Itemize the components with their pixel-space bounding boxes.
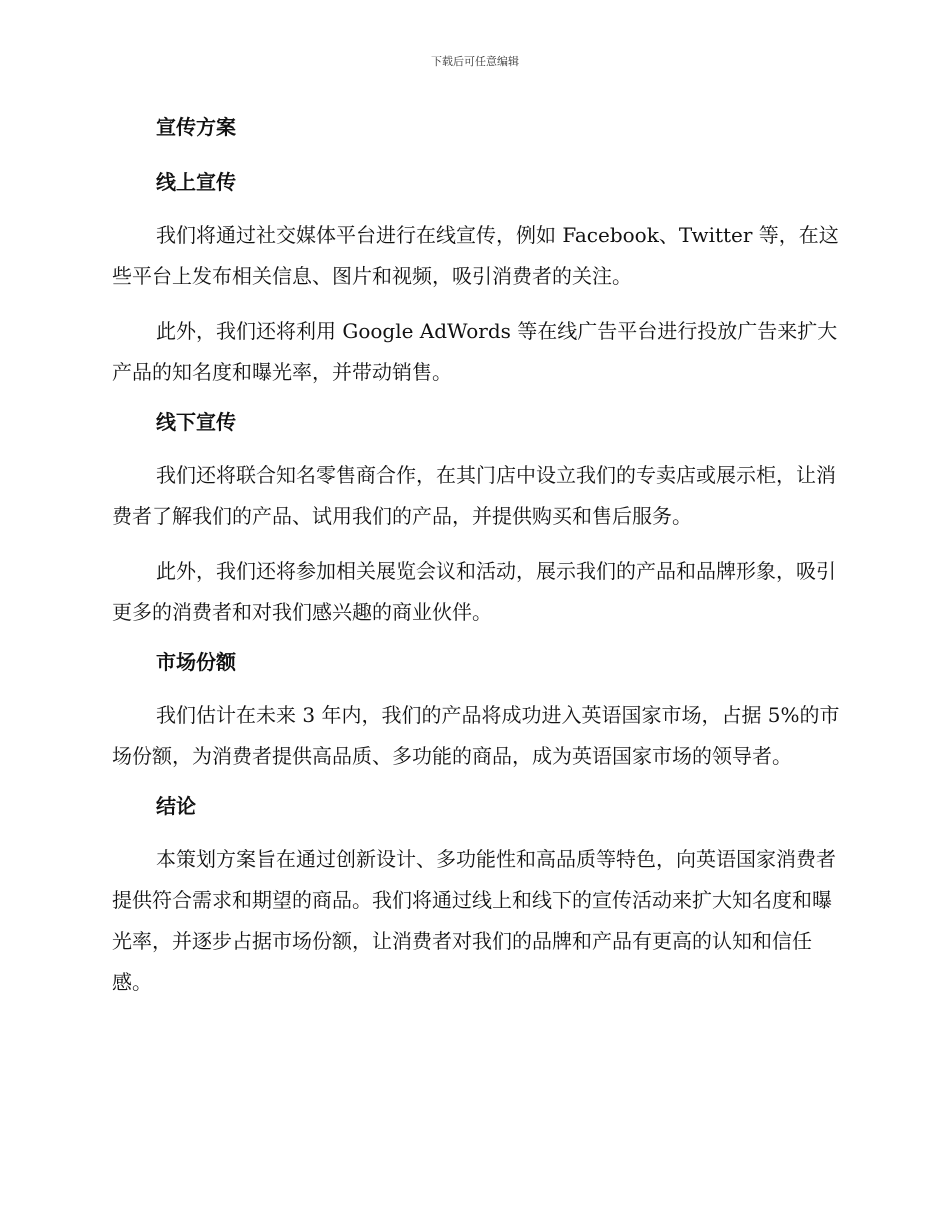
spacer — [112, 437, 840, 455]
spacer — [112, 297, 840, 311]
heading-market-share: 市场份额 — [156, 650, 236, 674]
spacer — [112, 142, 840, 167]
spacer — [112, 677, 840, 695]
paragraph-offline-2: 此外，我们还将参加相关展览会议和活动，展示我们的产品和品牌形象，吸引更多的消费者和对我们感兴趣的商业伙伴。 — [112, 559, 836, 624]
paragraph-online-2: 此外，我们还将利用 Google AdWords 等在线广告平台进行投放广告来扩大产品的知名度和曝光率，并带动销售。 — [112, 319, 838, 384]
heading-conclusion: 结论 — [156, 794, 196, 818]
spacer — [112, 821, 840, 839]
spacer — [112, 393, 840, 407]
spacer — [112, 777, 840, 791]
document-body — [112, 112, 840, 1003]
spacer — [112, 197, 840, 215]
heading-offline-publicity: 线下宣传 — [156, 410, 236, 434]
spacer — [112, 633, 840, 647]
paragraph-market-share: 我们估计在未来 3 年内，我们的产品将成功进入英语国家市场，占据 5%的市场份额，为消费者提供高品质、多功能的商品，成为英语国家市场的领导者。 — [112, 703, 840, 768]
paragraph-conclusion: 本策划方案旨在通过创新设计、多功能性和高品质等特色，向英语国家消费者提供符合需求和期望的商品。我们将通过线上和线下的宣传活动来扩大知名度和曝光率，并逐步占据市场份额，让消费者对我们的品牌和产品有更高的认知和信任感。 — [112, 847, 836, 994]
heading-publicity-plan: 宣传方案 — [156, 115, 236, 139]
paragraph-offline-1: 我们还将联合知名零售商合作，在其门店中设立我们的专卖店或展示柜，让消费者了解我们的产品、试用我们的产品，并提供购买和售后服务。 — [112, 463, 836, 528]
heading-online-publicity: 线上宣传 — [156, 170, 236, 194]
spacer — [112, 537, 840, 551]
paragraph-online-1: 我们将通过社交媒体平台进行在线宣传，例如 Facebook、Twitter 等，在这些平台上发布相关信息、图片和视频，吸引消费者的关注。 — [112, 223, 839, 288]
header-note: 下载后可任意编辑 — [431, 55, 519, 68]
